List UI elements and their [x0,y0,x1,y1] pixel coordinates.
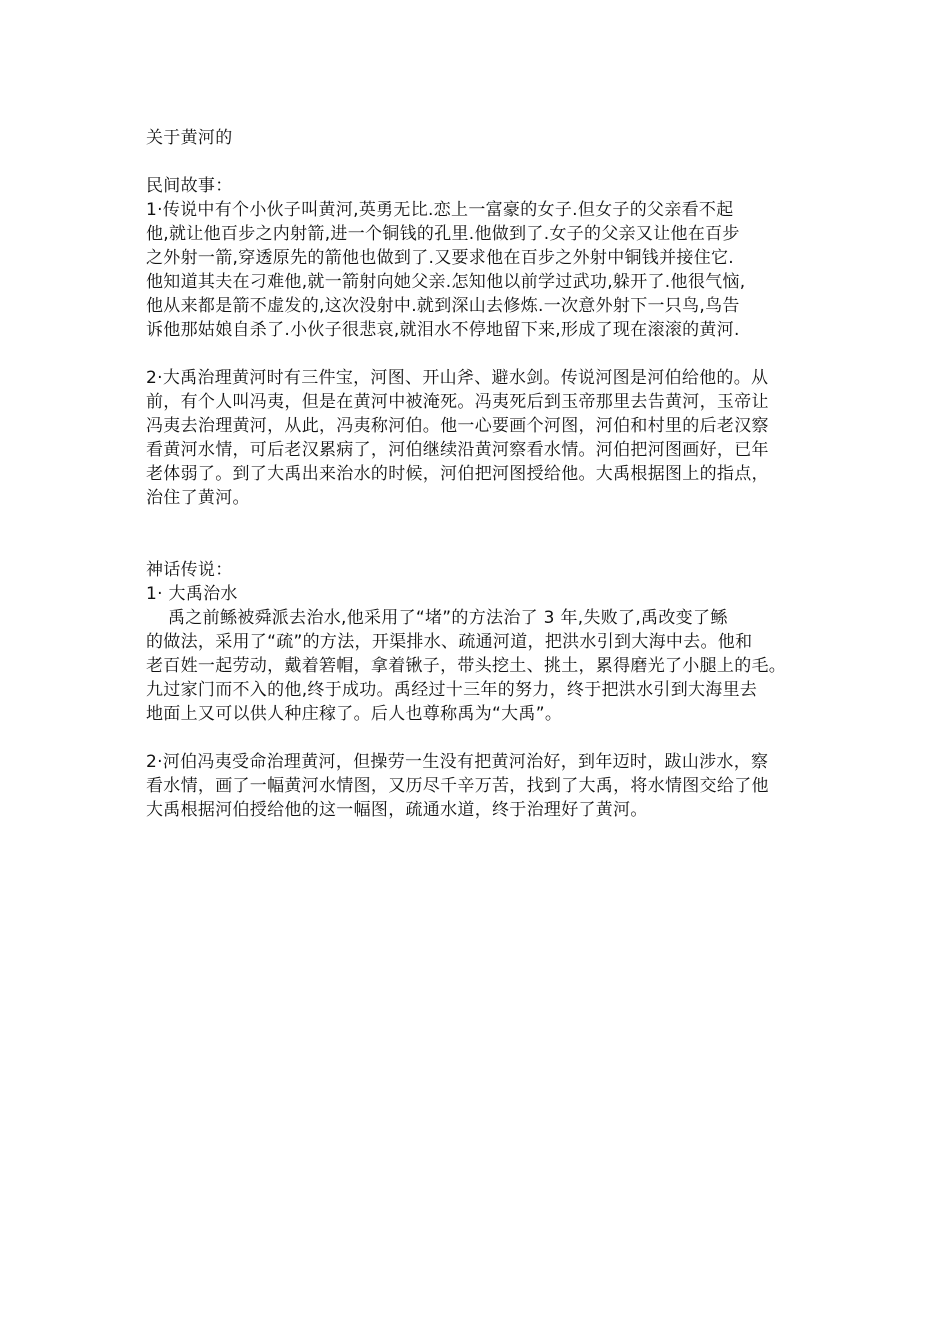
document-page [146,126,814,822]
paragraph-line: 1·传说中有个小伙子叫黄河,英勇无比.恋上一富豪的女子.但女子的父亲看不起 [146,200,734,220]
paragraph-line: 老百姓一起劳动，戴着箬帽，拿着锹子，带头挖土、挑土，累得磨光了小腿上的毛。 [146,656,787,676]
paragraph-line: 九过家门而不入的他,终于成功。禹经过十三年的努力，终于把洪水引到大海里去 [146,680,758,700]
paragraph-line: 他,就让他百步之内射箭,进一个铜钱的孔里.他做到了.女子的父亲又让他在百步 [146,224,740,244]
paragraph-line: 大禹根据河伯授给他的这一幅图，疏通水道，终于治理好了黄河。 [146,800,648,820]
document-title: 关于黄河的 [146,128,233,148]
spacer [146,342,814,366]
spacer [146,510,814,558]
folk-heading: 民间故事： [146,176,233,196]
paragraph-line: 治住了黄河。 [146,488,250,508]
paragraph-line: 前，有个人叫冯夷，但是在黄河中被淹死。冯夷死后到玉帝那里去告黄河，玉帝让 [146,392,769,412]
paragraph-line: 禹之前鲧被舜派去治水,他采用了“堵”的方法治了 3 年,失败了,禹改变了鲧 [168,608,728,628]
paragraph-line: 诉他那姑娘自杀了.小伙子很悲哀,就泪水不停地留下来,形成了现在滚滚的黄河. [146,320,740,340]
spacer [146,150,814,174]
paragraph-line: 2·河伯冯夷受命治理黄河，但操劳一生没有把黄河治好，到年迈时，跋山涉水，察 [146,752,769,772]
myth-story-1 [146,606,814,726]
folk-story-2 [146,366,814,510]
myth-story-2 [146,750,814,822]
paragraph-line: 2·大禹治理黄河时有三件宝，河图、开山斧、避水剑。传说河图是河伯给他的。从 [146,368,769,388]
paragraph-line: 老体弱了。到了大禹出来治水的时候，河伯把河图授给他。大禹根据图上的指点， [146,464,769,484]
folk-story-1 [146,198,814,342]
myth-heading: 神话传说： [146,560,233,580]
paragraph-line: 地面上又可以供人种庄稼了。后人也尊称禹为“大禹”。 [146,704,563,724]
paragraph-line: 之外射一箭,穿透原先的箭他也做到了.又要求他在百步之外射中铜钱并接住它. [146,248,735,268]
paragraph-line: 看黄河水情，可后老汉累病了，河伯继续沿黄河察看水情。河伯把河图画好，已年 [146,440,769,460]
paragraph-line: 他知道其夫在刁难他,就一箭射向她父亲.怎知他以前学过武功,躲开了.他很气恼, [146,272,746,292]
paragraph-line: 冯夷去治理黄河，从此，冯夷称河伯。他一心要画个河图，河伯和村里的后老汉察 [146,416,769,436]
paragraph-line: 看水情，画了一幅黄河水情图，又历尽千辛万苦，找到了大禹，将水情图交给了他 [146,776,769,796]
paragraph-line: 他从来都是箭不虚发的,这次没射中.就到深山去修炼.一次意外射下一只鸟,鸟告 [146,296,740,316]
myth-story-1-title: 1· 大禹治水 [146,584,238,604]
spacer [146,726,814,750]
paragraph-line: 的做法，采用了“疏”的方法，开渠排水、疏通河道，把洪水引到大海中去。他和 [146,632,753,652]
